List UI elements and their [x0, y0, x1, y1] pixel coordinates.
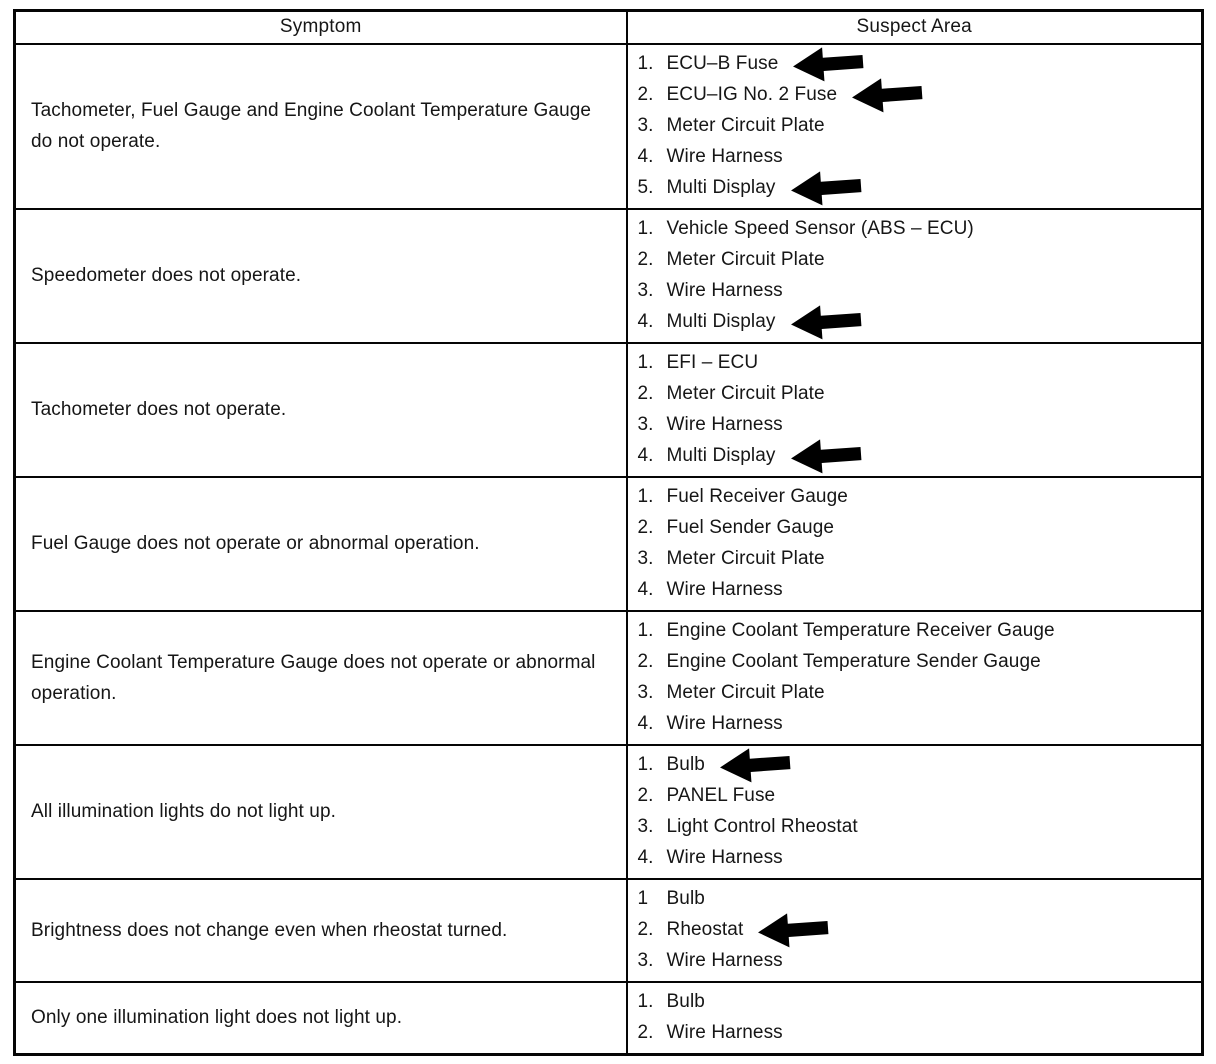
suspect-item [638, 276, 1198, 307]
suspect-number: 4. [637, 445, 654, 466]
suspect-item [638, 884, 1198, 915]
suspect-area-cell [627, 209, 1203, 343]
suspect-number: 1. [637, 620, 654, 641]
suspect-number: 2. [637, 1022, 654, 1043]
column-header-symptom: Symptom [15, 11, 627, 44]
troubleshooting-table [13, 9, 1204, 1056]
suspect-area-cell [627, 745, 1203, 879]
symptom-cell: Speedometer does not operate. [15, 209, 627, 343]
suspect-number: 4. [637, 311, 654, 332]
table-row [15, 879, 1203, 982]
suspect-area-cell [627, 44, 1203, 209]
suspect-number: 3. [637, 816, 654, 837]
suspect-label: Light Control Rheostat [666, 816, 858, 837]
table-row [15, 982, 1203, 1055]
symptom-cell: Brightness does not change even when rheostat turned. [15, 879, 627, 982]
suspect-label: Wire Harness [666, 579, 783, 600]
suspect-label: Wire Harness [666, 950, 783, 971]
suspect-number: 1. [637, 218, 654, 239]
suspect-item [638, 410, 1198, 441]
suspect-number: 1. [637, 352, 654, 373]
table-row [15, 343, 1203, 477]
suspect-area-cell [627, 343, 1203, 477]
suspect-item [638, 812, 1198, 843]
symptom-cell: Tachometer does not operate. [15, 343, 627, 477]
suspect-number: 2. [637, 517, 654, 538]
suspect-label: Wire Harness [666, 146, 783, 167]
suspect-item [638, 307, 1198, 338]
header-row [15, 11, 1203, 44]
suspect-item [638, 173, 1198, 204]
suspect-number: 3. [637, 115, 654, 136]
table-row [15, 477, 1203, 611]
suspect-label: Meter Circuit Plate [666, 115, 825, 136]
suspect-number: 2. [637, 919, 654, 940]
suspect-number: 4. [637, 847, 654, 868]
suspect-label: Bulb [666, 991, 705, 1012]
suspect-item [638, 1018, 1198, 1049]
suspect-item [638, 946, 1198, 977]
suspect-label: Multi Display [666, 311, 776, 332]
suspect-label: Meter Circuit Plate [666, 682, 825, 703]
suspect-label: Wire Harness [666, 280, 783, 301]
suspect-item [638, 843, 1198, 874]
suspect-label: EFI – ECU [666, 352, 759, 373]
suspect-number: 1. [637, 486, 654, 507]
suspect-item [638, 575, 1198, 606]
symptom-cell: Fuel Gauge does not operate or abnormal operation. [15, 477, 627, 611]
suspect-item [638, 111, 1198, 142]
suspect-number: 1. [637, 991, 654, 1012]
suspect-item [638, 709, 1198, 740]
suspect-item [638, 379, 1198, 410]
suspect-number: 3. [637, 414, 654, 435]
suspect-item [638, 513, 1198, 544]
suspect-number: 2. [637, 383, 654, 404]
left-arrow-icon [756, 910, 830, 951]
suspect-label: ECU–B Fuse [666, 53, 779, 74]
suspect-item [638, 441, 1198, 472]
suspect-label: ECU–IG No. 2 Fuse [666, 84, 838, 105]
suspect-number: 2. [637, 249, 654, 270]
suspect-label: Bulb [666, 888, 705, 909]
suspect-label: Bulb [666, 754, 705, 775]
suspect-item [638, 544, 1198, 575]
table-row [15, 611, 1203, 745]
symptom-cell: Only one illumination light does not light up. [15, 982, 627, 1055]
table-row [15, 44, 1203, 209]
suspect-number: 4. [637, 713, 654, 734]
symptom-cell: Tachometer, Fuel Gauge and Engine Coolant Temperature Gauge do not operate. [15, 44, 627, 209]
suspect-label: Wire Harness [666, 713, 783, 734]
suspect-number: 4. [637, 579, 654, 600]
suspect-item [638, 482, 1198, 513]
suspect-number: 2. [637, 84, 654, 105]
left-arrow-icon [718, 745, 792, 786]
left-arrow-icon [850, 75, 924, 116]
left-arrow-icon [788, 168, 862, 209]
suspect-number: 4. [637, 146, 654, 167]
symptom-cell: All illumination lights do not light up. [15, 745, 627, 879]
suspect-label: Fuel Sender Gauge [666, 517, 835, 538]
suspect-number: 2. [637, 651, 654, 672]
suspect-item [638, 80, 1198, 111]
suspect-label: Wire Harness [666, 1022, 783, 1043]
table-row [15, 209, 1203, 343]
left-arrow-icon [788, 302, 862, 343]
suspect-item [638, 915, 1198, 946]
suspect-label: Engine Coolant Temperature Receiver Gauge [666, 620, 1055, 641]
suspect-number: 3. [637, 280, 654, 301]
suspect-number: 5. [637, 177, 654, 198]
suspect-number: 1. [637, 754, 654, 775]
suspect-item [638, 750, 1198, 781]
suspect-number: 1. [637, 53, 654, 74]
table-body [15, 44, 1203, 1055]
suspect-number: 1 [637, 888, 649, 909]
suspect-label: Rheostat [666, 919, 744, 940]
suspect-number: 3. [637, 548, 654, 569]
suspect-item [638, 142, 1198, 173]
suspect-label: Engine Coolant Temperature Sender Gauge [666, 651, 1041, 672]
suspect-label: Fuel Receiver Gauge [666, 486, 848, 507]
suspect-item [638, 214, 1198, 245]
symptom-cell: Engine Coolant Temperature Gauge does not operate or abnormal operation. [15, 611, 627, 745]
suspect-area-cell [627, 982, 1203, 1055]
suspect-item [638, 348, 1198, 379]
suspect-label: Wire Harness [666, 847, 783, 868]
suspect-number: 2. [637, 785, 654, 806]
suspect-label: Meter Circuit Plate [666, 249, 825, 270]
suspect-number: 3. [637, 682, 654, 703]
left-arrow-icon [788, 436, 862, 477]
suspect-item [638, 616, 1198, 647]
suspect-label: Multi Display [666, 177, 776, 198]
suspect-number: 3. [637, 950, 654, 971]
suspect-label: PANEL Fuse [666, 785, 776, 806]
suspect-area-cell [627, 611, 1203, 745]
suspect-item [638, 678, 1198, 709]
suspect-label: Meter Circuit Plate [666, 383, 825, 404]
suspect-item [638, 245, 1198, 276]
suspect-label: Meter Circuit Plate [666, 548, 825, 569]
table-row [15, 745, 1203, 879]
suspect-label: Multi Display [666, 445, 776, 466]
column-header-suspect-area: Suspect Area [627, 11, 1203, 44]
suspect-area-cell [627, 879, 1203, 982]
suspect-item [638, 647, 1198, 678]
suspect-label: Wire Harness [666, 414, 783, 435]
suspect-label: Vehicle Speed Sensor (ABS – ECU) [666, 218, 974, 239]
suspect-item [638, 987, 1198, 1018]
suspect-area-cell [627, 477, 1203, 611]
